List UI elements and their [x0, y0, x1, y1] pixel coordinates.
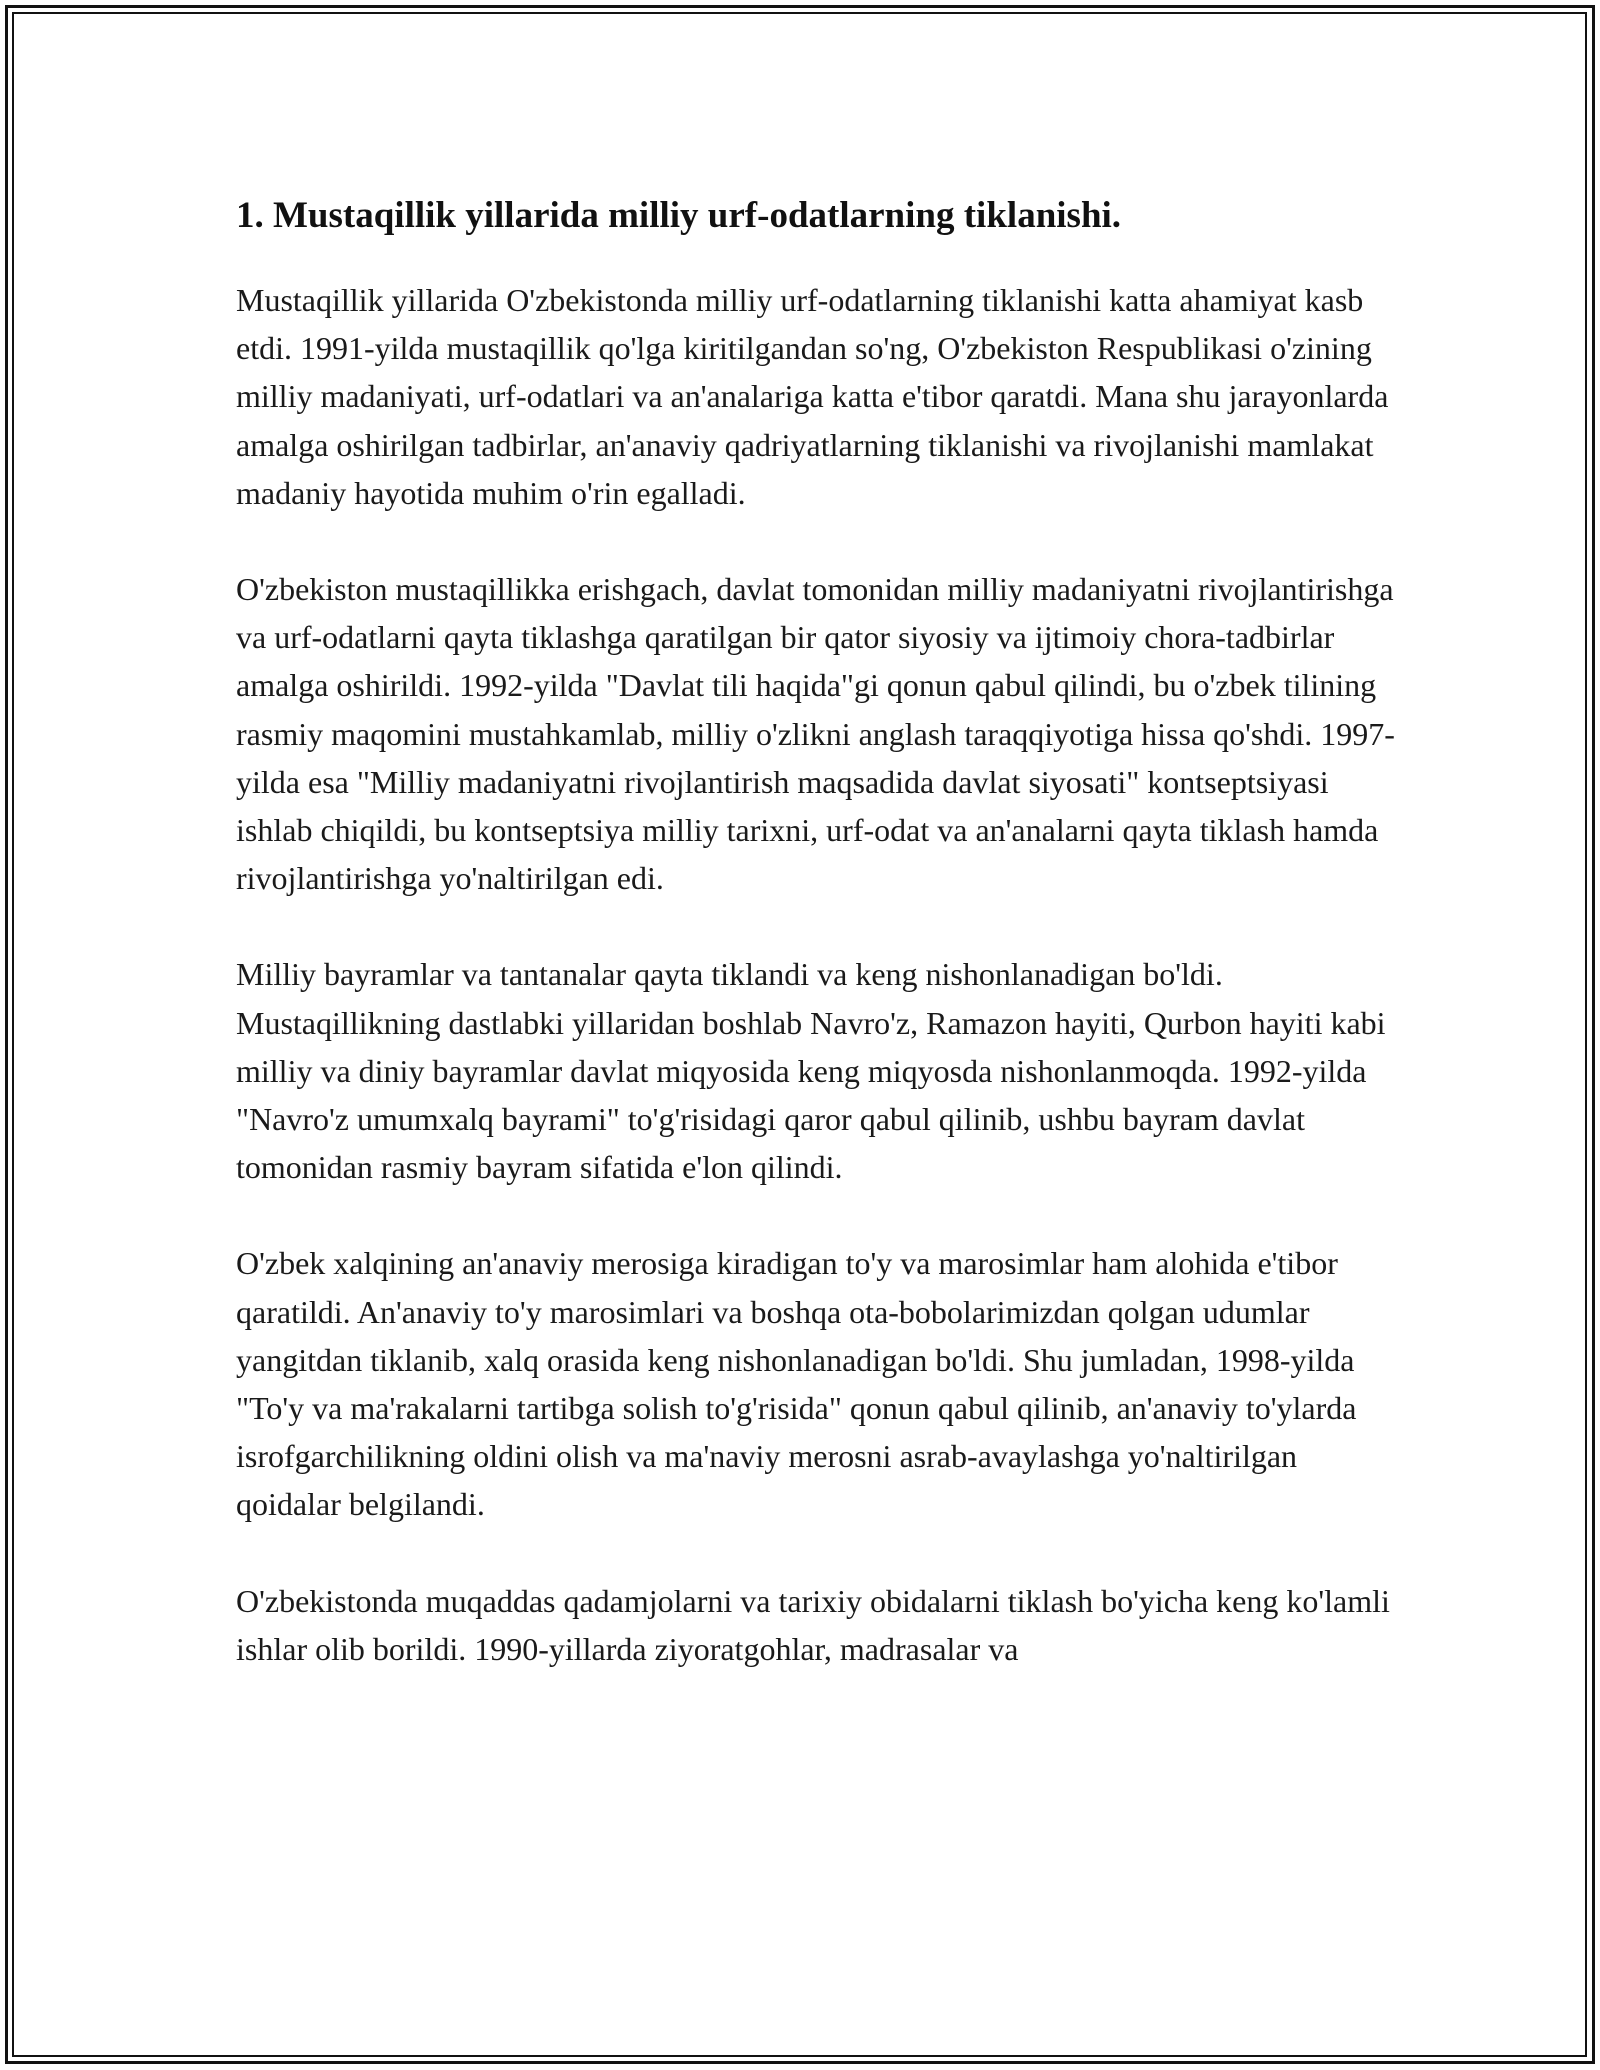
paragraph-5: O'zbekistonda muqaddas qadamjolarni va tarixiy obidalarni tiklash bo'yicha keng ko'lamli ishlar olib borildi. 1990-yillarda ziyoratgohlar, madrasalar va [236, 1582, 1390, 1667]
paragraph-2: O'zbekiston mustaqillikka erishgach, davlat tomonidan milliy madaniyatni rivojlantirishga va urf-odatlarni qayta tiklashga qaratilgan bir qator siyosiy va ijtimoiy chora-tadbirlar amalga oshirildi. 1992-yilda "Davlat tili haqida"gi qonun qabul qilindi, bu o'zbek tilining rasmiy maqomini mustahkamlab, milliy o'zlikni anglash taraqqiyotiga hissa qo'shdi. 1997-yilda esa "Milliy madaniyatni rivojlantirish maqsadida davlat siyosati" kontseptsiyasi ishlab chiqildi, bu kontseptsiya milliy tarixni, urf-odat va an'analarni qayta tiklash hamda rivojlantirishga yo'naltirilgan edi. [236, 571, 1395, 897]
paragraph-3: Milliy bayramlar va tantanalar qayta tiklandi va keng nishonlanadigan bo'ldi. Mustaqillikning dastlabki yillaridan boshlab Navro'z, Ramazon hayiti, Qurbon hayiti kabi milliy va diniy bayramlar davlat miqyosida keng miqyosda nishonlanmoqda. 1992-yilda "Navro'z umumxalq bayrami" to'g'risidagi qaror qabul qilinib, ushbu bayram davlat tomonidan rasmiy bayram sifatida e'lon qilindi. [236, 956, 1386, 1186]
section-heading: 1. Mustaqillik yillarida milliy urf-odatlarning tiklanishi. [236, 195, 1122, 236]
paragraph-4: O'zbek xalqining an'anaviy merosiga kiradigan to'y va marosimlar ham alohida e'tibor qaratildi. An'anaviy to'y marosimlari va boshqa ota-bobolarimizdan qolgan udumlar yangitdan tiklanib, xalq orasida keng nishonlanadigan bo'ldi. Shu jumladan, 1998-yilda "To'y va ma'rakalarni tartibga solish to'g'risida" qonun qabul qilinib, an'anaviy to'ylarda isrofgarchilikning oldini olish va ma'naviy merosni asrab-avaylashga yo'naltirilgan qoidalar belgilandi. [236, 1245, 1357, 1523]
document-body [236, 188, 1396, 1721]
paragraph-1: Mustaqillik yillarida O'zbekistonda milliy urf-odatlarning tiklanishi katta ahamiyat kasb etdi. 1991-yilda mustaqillik qo'lga kiritilgandan so'ng, O'zbekiston Respublikasi o'zining milliy madaniyati, urf-odatlari va an'analariga katta e'tibor qaratdi. Mana shu jarayonlarda amalga oshirilgan tadbirlar, an'anaviy qadriyatlarning tiklanishi va rivojlanishi mamlakat madaniy hayotida muhim o'rin egalladi. [236, 282, 1389, 511]
